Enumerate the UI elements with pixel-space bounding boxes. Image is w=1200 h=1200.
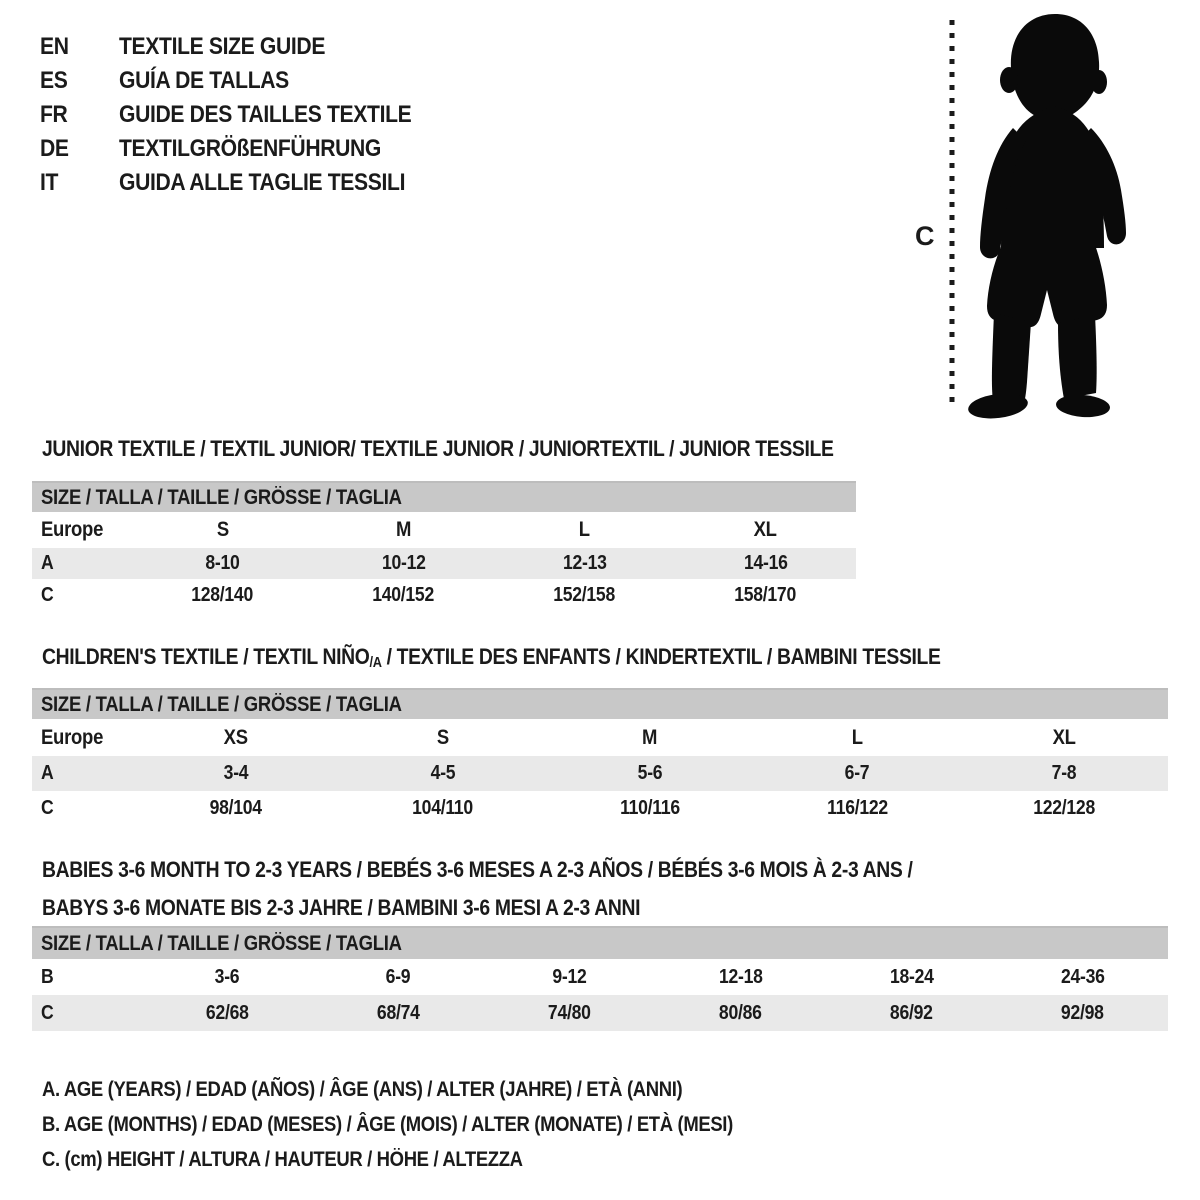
value-cell: 9-12 [552, 965, 587, 988]
children-size-table [32, 688, 1168, 826]
value-cell: 68/74 [313, 995, 484, 1031]
size-cell: L [578, 518, 591, 541]
value-cell: 14-16 [675, 548, 856, 579]
row-label-cell: B [41, 965, 54, 988]
value-cell: 62/68 [142, 995, 313, 1031]
toddler-silhouette-graphic [893, 4, 1145, 422]
babies-title-line1: BABIES 3-6 MONTH TO 2-3 YEARS / BEBÉS 3-6 MESES A 2-3 AÑOS / BÉBÉS 3-6 MOIS À 2-3 ANS / [42, 857, 913, 882]
language-title: GUIDA ALLE TAGLIE TESSILI [119, 169, 406, 196]
size-header-cell: SIZE / TALLA / TAILLE / GRÖSSE / TAGLIA [32, 927, 1168, 959]
babies-section-title [42, 851, 1031, 927]
value-cell: 7-8 [961, 756, 1168, 791]
size-header-row [32, 927, 1168, 959]
size-header-cell: SIZE / TALLA / TAILLE / GRÖSSE / TAGLIA [32, 689, 1168, 719]
row-label-cell: C [41, 797, 54, 819]
language-code: EN [40, 33, 69, 60]
value-cell: 98/104 [209, 797, 262, 819]
language-code: ES [40, 67, 68, 94]
row-label-cell: Europe [41, 725, 104, 749]
size-cell: S [216, 518, 229, 541]
language-row-de [40, 132, 451, 166]
value-cell: 3-4 [132, 756, 339, 791]
language-row-es [40, 64, 451, 98]
row-label-cell: Europe [41, 518, 104, 541]
value-cell: 10-12 [313, 548, 494, 579]
language-code: IT [40, 169, 59, 196]
value-cell: 8-10 [132, 548, 313, 579]
value-cell: 6-7 [754, 756, 961, 791]
value-cell: 24-36 [1060, 965, 1105, 988]
language-title: GUIDE DES TAILLES TEXTILE [119, 101, 412, 128]
language-code: FR [40, 101, 68, 128]
value-cell: 140/152 [372, 583, 435, 606]
height-cm-row [32, 995, 1168, 1031]
value-cell: 104/110 [412, 797, 474, 819]
europe-row [32, 719, 1168, 756]
language-code: DE [40, 135, 69, 162]
value-cell: 92/98 [997, 995, 1168, 1031]
size-cell: XL [753, 518, 778, 541]
size-cell: XL [1052, 725, 1076, 749]
nino-a-subscript: /A [369, 654, 382, 671]
value-cell: 4-5 [339, 756, 546, 791]
junior-section-title: JUNIOR TEXTILE / TEXTIL JUNIOR/ TEXTILE JUNIOR / JUNIORTEXTIL / JUNIOR TESSILE [42, 436, 834, 461]
row-label-cell: C [32, 995, 142, 1031]
size-header-cell: SIZE / TALLA / TAILLE / GRÖSSE / TAGLIA [32, 482, 856, 512]
size-cell: L [851, 725, 863, 749]
value-cell: 116/122 [826, 797, 888, 819]
legend-line-c: C. (cm) HEIGHT / ALTURA / HAUTEUR / HÖHE / ALTEZZA [42, 1147, 523, 1171]
language-header [40, 30, 451, 200]
junior-size-table [32, 481, 856, 611]
legend [42, 1072, 827, 1177]
language-title: TEXTILGRÖßENFÜHRUNG [119, 135, 382, 162]
size-header-row [32, 689, 1168, 719]
size-cell: S [436, 725, 449, 749]
language-row-fr [40, 98, 451, 132]
size-cell: M [395, 518, 412, 541]
row-label-cell: C [41, 583, 54, 606]
size-header-row [32, 482, 856, 512]
height-figure [893, 4, 1145, 422]
babies-title-line2: BABYS 3-6 MONATE BIS 2-3 JAHRE / BAMBINI 3-6 MESI A 2-3 ANNI [42, 895, 641, 920]
value-cell: 74/80 [484, 995, 655, 1031]
size-cell: XS [223, 725, 248, 749]
value-cell: 152/158 [553, 583, 616, 606]
language-row-en [40, 30, 451, 64]
value-cell: 12-18 [718, 965, 763, 988]
age-months-row [32, 959, 1168, 995]
language-title: TEXTILE SIZE GUIDE [119, 33, 326, 60]
age-years-row [32, 548, 856, 579]
language-row-it [40, 166, 451, 200]
height-cm-row [32, 579, 856, 611]
row-label-cell: A [32, 548, 132, 579]
value-cell: 18-24 [889, 965, 934, 988]
height-label-c: C [915, 221, 935, 251]
toddler-silhouette [967, 14, 1126, 422]
children-section-title: CHILDREN'S TEXTILE / TEXTIL $NIÑO_{/A}$ / TEXTILE DES ENFANTS / KINDERTEXTIL / BAMBINI TESSILE [42, 644, 941, 671]
europe-row [32, 512, 856, 548]
value-cell: 158/170 [734, 583, 797, 606]
value-cell: 6-9 [386, 965, 411, 988]
value-cell: 80/86 [655, 995, 826, 1031]
value-cell: 86/92 [826, 995, 997, 1031]
babies-size-table [32, 926, 1168, 1031]
value-cell: 110/116 [620, 797, 680, 819]
row-label-cell: A [32, 756, 132, 791]
value-cell: 122/128 [1033, 797, 1096, 819]
language-title: GUÍA DE TALLAS [119, 67, 289, 94]
size-cell: M [642, 725, 658, 749]
value-cell: 3-6 [215, 965, 240, 988]
age-years-row [32, 756, 1168, 791]
legend-line-b: B. AGE (MONTHS) / EDAD (MESES) / ÂGE (MOIS) / ALTER (MONATE) / ETÀ (MESI) [42, 1112, 733, 1136]
value-cell: 128/140 [191, 583, 254, 606]
height-cm-row [32, 791, 1168, 826]
legend-line-a: A. AGE (YEARS) / EDAD (AÑOS) / ÂGE (ANS) / ALTER (JAHRE) / ETÀ (ANNI) [42, 1077, 683, 1101]
value-cell: 5-6 [546, 756, 753, 791]
value-cell: 12-13 [494, 548, 675, 579]
